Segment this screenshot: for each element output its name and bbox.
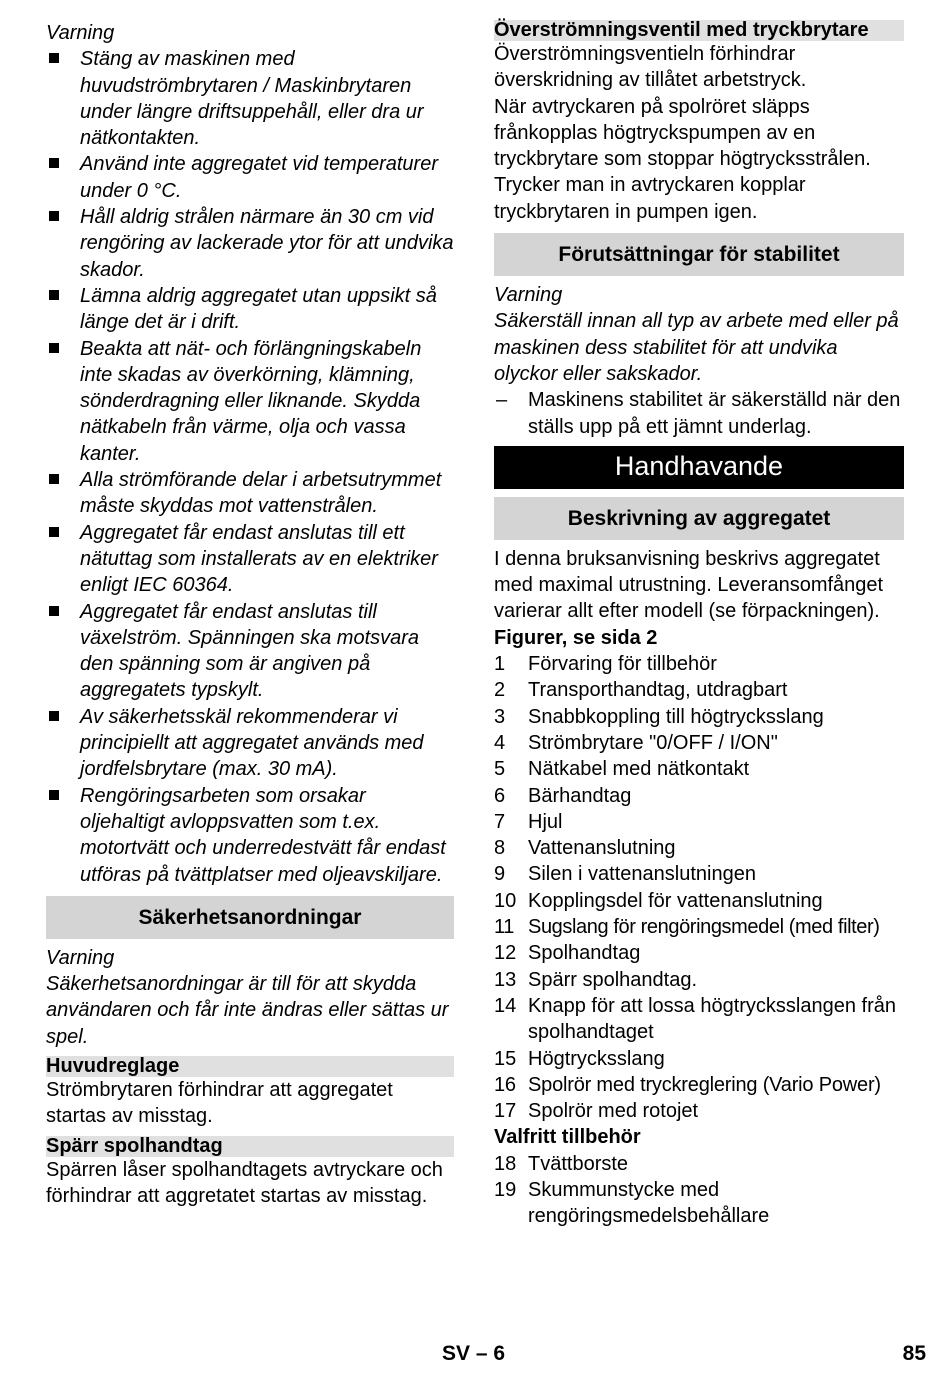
item-text: Kopplingsdel för vattenanslutning: [528, 889, 823, 912]
list-item: [494, 861, 904, 887]
warning-label: Varning: [46, 946, 115, 969]
item-number: 18: [494, 1152, 517, 1175]
lock-title: Spärr spolhandtag: [46, 1136, 454, 1157]
item-text: Sugslang för rengöringsmedel (med filter): [528, 916, 880, 939]
warning-label: Varning: [494, 284, 563, 307]
item-text: Skummunstycke med rengöringsmedelsbehållare: [528, 1178, 770, 1228]
list-item: [494, 993, 904, 1046]
item-number: 1: [494, 653, 506, 676]
footer-language-page: SV – 6: [442, 1342, 506, 1365]
list-item: [494, 940, 904, 966]
list-item: Aggregatet får endast anslutas till växelström. Spänningen ska motsvara den spänning som är angiven på aggregatets typskylt.: [46, 599, 454, 704]
list-item: [494, 1072, 904, 1098]
item-number: 14: [494, 994, 517, 1017]
list-item: [494, 756, 904, 782]
list-item: [494, 809, 904, 835]
optional-accessories-label: Valfritt tillbehör: [494, 1126, 641, 1149]
optional-list: [494, 1151, 904, 1230]
list-item: Alla strömförande delar i arbetsutrymmet måste skyddas mot vattenstrålen.: [46, 467, 454, 520]
chapter-heading-operation: Handhavande: [494, 446, 904, 489]
item-number: 5: [494, 758, 506, 781]
item-number: 16: [494, 1073, 516, 1096]
item-number: 9: [494, 863, 506, 886]
list-item: [494, 783, 904, 809]
item-text: Transporthandtag, utdragbart: [528, 679, 788, 702]
item-text: Högtrycksslang: [528, 1047, 665, 1070]
list-item: Av säkerhetsskäl rekommenderar vi principiellt att aggregatet används med jordfelsbrytare (max. 30 mA).: [46, 704, 454, 783]
list-item: Rengöringsarbeten som orsakar oljehaltigt avloppsvatten som t.ex. motortvätt och underredestvätt får endast utföras på tvättplatser med oljeavskiljare.: [46, 783, 454, 888]
item-text: Förvaring för tillbehör: [528, 653, 717, 676]
lock-text: Spärren låser spolhandtagets avtryckare och förhindrar att aggretatet startas av misstag.: [46, 1158, 443, 1207]
list-item: [494, 677, 904, 703]
list-item: [494, 835, 904, 861]
item-number: 12: [494, 942, 517, 965]
list-item: [494, 704, 904, 730]
item-text: Hjul: [528, 810, 563, 833]
list-item: [494, 1098, 904, 1124]
list-item: Aggregatet får endast anslutas till ett nätuttag som installerats av en elektriker enligt IEC 60364.: [46, 520, 454, 599]
item-text: Silen i vattenanslutningen: [528, 863, 756, 886]
item-text: Strömbrytare "0/OFF / I/ON": [528, 731, 778, 754]
list-item: [494, 914, 904, 940]
list-item: [494, 730, 904, 756]
item-text: Spolrör med rotojet: [528, 1100, 699, 1123]
list-item: Använd inte aggregatet vid temperaturer under 0 °C.: [46, 151, 454, 204]
item-text: Spärr spolhandtag.: [528, 968, 698, 991]
list-item: [494, 967, 904, 993]
overflow-valve-text: Överströmningsventieln förhindrar överskridning av tillåtet arbetstryck.: [494, 43, 807, 92]
warning-label: Varning: [46, 22, 115, 44]
item-number: 11: [494, 916, 514, 939]
left-column: [46, 20, 454, 1209]
list-item: [494, 1151, 904, 1177]
item-text: Nätkabel med nätkontakt: [528, 758, 750, 781]
footer-page-number: 85: [902, 1342, 926, 1365]
description-intro: I denna bruksanvisning beskrivs aggregatet med maximal utrustning. Leveransomfånget varierar allt efter modell (se förpackningen).: [494, 547, 884, 623]
item-number: 10: [494, 889, 517, 912]
list-item: [494, 651, 904, 677]
item-number: 15: [494, 1047, 517, 1070]
section-heading-safety: Säkerhetsanordningar: [46, 896, 454, 939]
list-item: Håll aldrig strålen närmare än 30 cm vid rengöring av lackerade ytor för att undvika skador.: [46, 204, 454, 283]
warning-list: [46, 46, 454, 888]
list-item: [494, 1046, 904, 1072]
stability-dash-item: – Maskinens stabilitet är säkerställd när den ställs upp på ett jämnt underlag.: [494, 387, 904, 440]
section-heading-description: Beskrivning av aggregatet: [494, 497, 904, 540]
item-number: 17: [494, 1100, 517, 1123]
list-item: Beakta att nät- och förlängningskabeln inte skadas av överkörning, klämning, sönderdragning eller liknande. Skydda nätkabeln från värme, olja och vassa kanter.: [46, 336, 454, 467]
safety-warning-text: Säkerhetsanordningar är till för att skydda användaren och får inte ändras eller sättas ur spel.: [46, 973, 449, 1048]
item-number: 8: [494, 837, 506, 860]
item-number: 7: [494, 810, 506, 833]
item-number: 2: [494, 679, 506, 702]
list-item: Lämna aldrig aggregatet utan uppsikt så länge det är i drift.: [46, 283, 454, 336]
item-text: Spolrör med tryckreglering (Vario Power): [528, 1073, 881, 1096]
parts-list: [494, 651, 904, 1124]
item-text: Spolhandtag: [528, 942, 641, 965]
list-item: [494, 1177, 904, 1230]
list-item: [494, 888, 904, 914]
section-heading-stability: Förutsättningar för stabilitet: [494, 233, 904, 276]
item-number: 4: [494, 731, 506, 754]
list-item: Stäng av maskinen med huvudströmbrytaren / Maskinbrytaren under längre driftsuppehåll, eller dra ur nätkontakten.: [46, 46, 454, 151]
item-number: 19: [494, 1178, 517, 1201]
stability-warning-text: Säkerställ innan all typ av arbete med eller på maskinen dess stabilitet för att undvika olyckor eller sakskador.: [494, 310, 899, 385]
right-column: [494, 20, 904, 1230]
item-number: 13: [494, 968, 517, 991]
main-switch-title: Huvudreglage: [46, 1056, 454, 1077]
figures-label: Figurer, se sida 2: [494, 626, 658, 649]
main-switch-text: Strömbrytaren förhindrar att aggregatet startas av misstag.: [46, 1078, 393, 1128]
item-text: Vattenanslutning: [528, 837, 676, 860]
item-text: Knapp för att lossa högtrycksslangen från spolhandtaget: [528, 994, 896, 1044]
item-text: Snabbkoppling till högtrycksslang: [528, 705, 824, 728]
item-text: Bärhandtag: [528, 784, 632, 807]
item-number: 3: [494, 705, 506, 728]
overflow-valve-text-2: När avtryckaren på spolröret släpps frånkopplas högtryckspumpen av en tryckbrytare som stoppar högtrycksstrålen. Trycker man in avtryckaren kopplar tryckbrytaren in pumpen igen.: [494, 95, 871, 223]
item-text: Tvättborste: [528, 1152, 629, 1175]
item-number: 6: [494, 784, 506, 807]
overflow-valve-title: Överströmningsventil med tryckbrytare: [494, 20, 904, 41]
